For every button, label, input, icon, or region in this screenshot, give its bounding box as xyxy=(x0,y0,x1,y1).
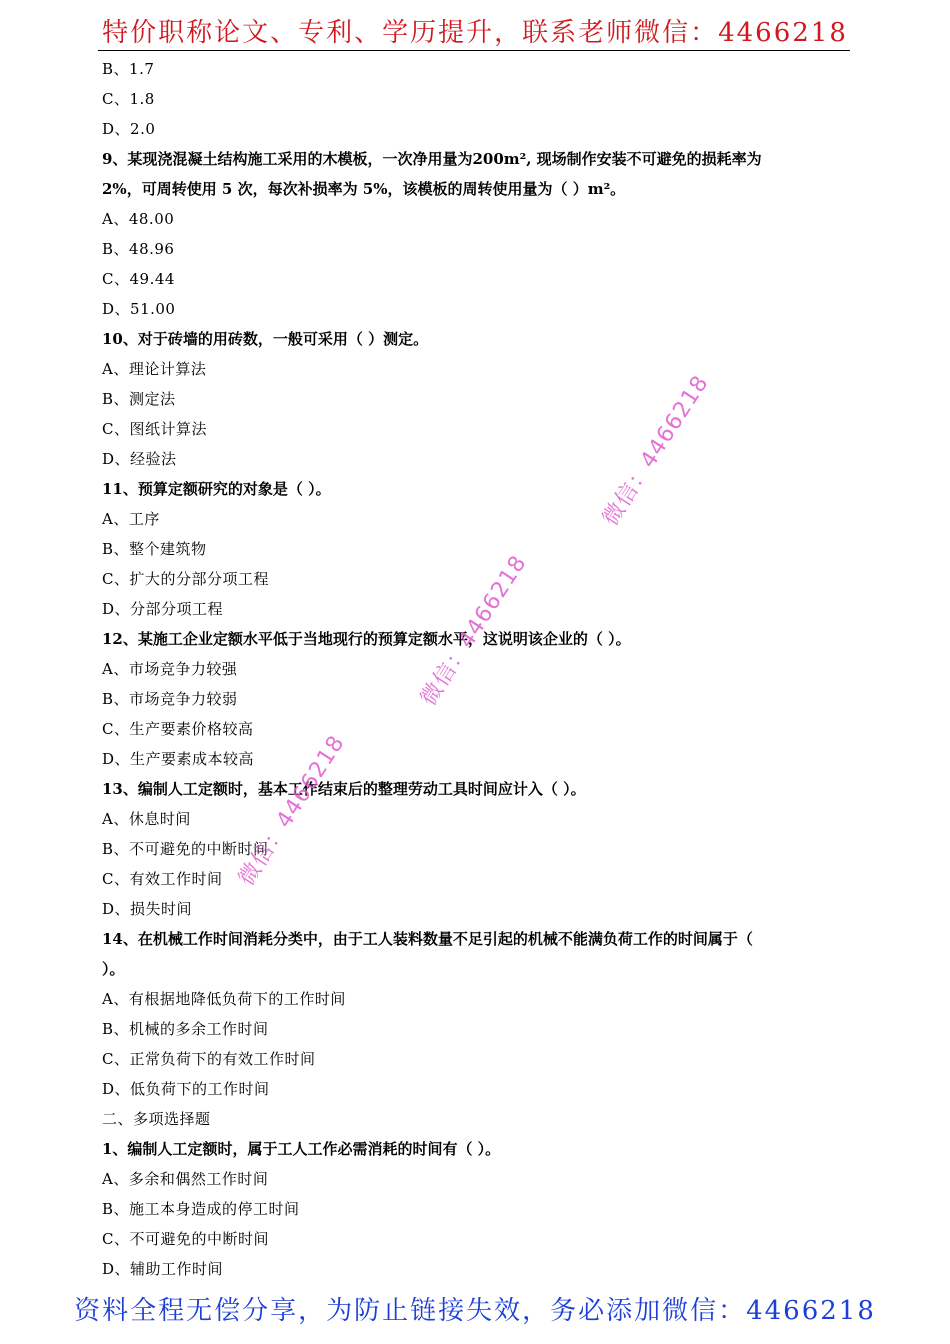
header-divider xyxy=(98,50,850,51)
watermark: 微信：4466218 xyxy=(598,370,714,531)
answer-option: D、辅助工作时间 xyxy=(102,1260,224,1278)
answer-option: D、经验法 xyxy=(102,450,177,468)
document-body xyxy=(102,54,842,1284)
answer-option: A、理论计算法 xyxy=(102,360,207,378)
answer-option: B、测定法 xyxy=(102,390,176,408)
answer-option: D、2.0 xyxy=(102,120,156,138)
answer-option: D、低负荷下的工作时间 xyxy=(102,1080,270,1098)
answer-option: B、施工本身造成的停工时间 xyxy=(102,1200,300,1218)
question-text: 11、预算定额研究的对象是（ ）。 xyxy=(102,480,331,498)
question-text: 13、编制人工定额时，基本工作结束后的整理劳动工具时间应计入（ ）。 xyxy=(102,780,586,798)
answer-option: C、正常负荷下的有效工作时间 xyxy=(102,1050,316,1068)
question-text: 10、对于砖墙的用砖数，一般可采用（ ）测定。 xyxy=(102,330,429,348)
answer-option: A、休息时间 xyxy=(102,810,191,828)
answer-option: D、生产要素成本较高 xyxy=(102,750,255,768)
answer-option: D、51.00 xyxy=(102,300,176,318)
answer-option: C、有效工作时间 xyxy=(102,870,223,888)
question-text: 9、某现浇混凝土结构施工采用的木模板，一次净用量为200m², 现场制作安装不可避免的损耗率为 xyxy=(102,150,762,168)
answer-option: A、48.00 xyxy=(102,210,175,228)
question-text: 1、编制人工定额时，属于工人工作必需消耗的时间有（ ）。 xyxy=(102,1140,501,1158)
section-heading: 二、多项选择题 xyxy=(102,1110,211,1128)
answer-option: A、多余和偶然工作时间 xyxy=(102,1170,269,1188)
answer-option: D、分部分项工程 xyxy=(102,600,224,618)
question-text: 12、某施工企业定额水平低于当地现行的预算定额水平，这说明该企业的（ ）。 xyxy=(102,630,631,648)
answer-option: A、市场竞争力较强 xyxy=(102,660,238,678)
answer-option: C、49.44 xyxy=(102,270,175,288)
question-text: ）。 xyxy=(102,960,125,978)
footer-banner: 资料全程无偿分享，为防止链接失效，务必添加微信：4466218 xyxy=(74,1296,876,1326)
header-banner: 特价职称论文、专利、学历提升，联系老师微信：4466218 xyxy=(102,18,848,48)
answer-option: B、整个建筑物 xyxy=(102,540,207,558)
answer-option: B、市场竞争力较弱 xyxy=(102,690,238,708)
answer-option: B、48.96 xyxy=(102,240,175,258)
watermark: 微信：4466218 xyxy=(234,730,350,891)
answer-option: C、1.8 xyxy=(102,90,155,108)
watermark: 微信：4466218 xyxy=(416,550,532,711)
answer-option: B、1.7 xyxy=(102,60,155,78)
answer-option: C、扩大的分部分项工程 xyxy=(102,570,269,588)
answer-option: D、损失时间 xyxy=(102,900,193,918)
answer-option: A、有根据地降低负荷下的工作时间 xyxy=(102,990,346,1008)
answer-option: B、不可避免的中断时间 xyxy=(102,840,269,858)
answer-option: B、机械的多余工作时间 xyxy=(102,1020,269,1038)
answer-option: A、工序 xyxy=(102,510,160,528)
answer-option: C、生产要素价格较高 xyxy=(102,720,254,738)
answer-option: C、图纸计算法 xyxy=(102,420,207,438)
answer-option: C、不可避免的中断时间 xyxy=(102,1230,269,1248)
question-text: 14、在机械工作时间消耗分类中，由于工人装料数量不足引起的机械不能满负荷工作的时间属于（ xyxy=(102,930,753,948)
question-text: 2%，可周转使用 5 次，每次补损率为 5%，该模板的周转使用量为（ ）m²。 xyxy=(102,180,626,198)
